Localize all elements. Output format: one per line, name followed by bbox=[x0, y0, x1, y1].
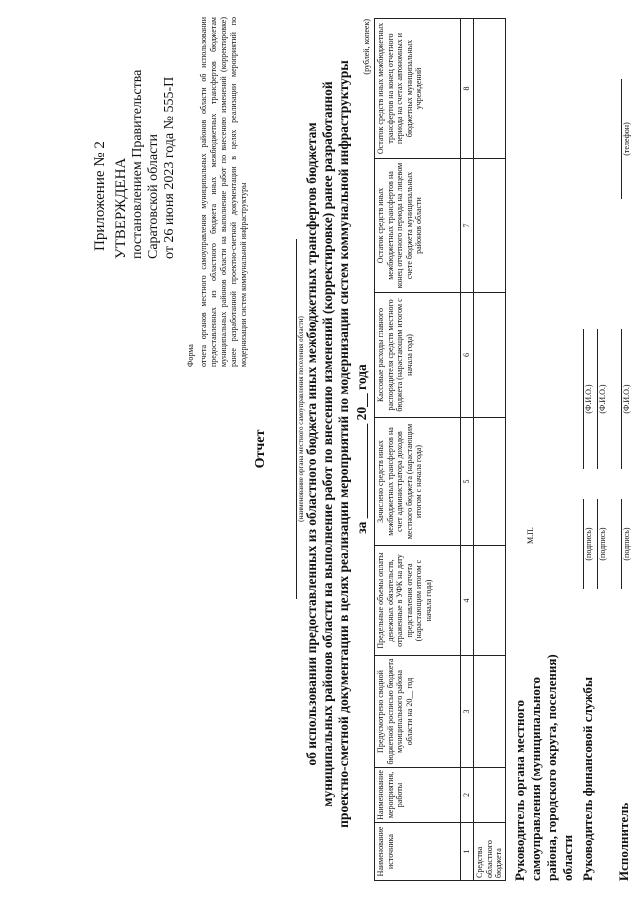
org-name-caption: (наименование органа местного самоуправления поселения области) bbox=[297, 316, 305, 522]
finance-name-caption: (Ф.И.О.) bbox=[598, 384, 607, 414]
header-cell: Наименование источника bbox=[375, 823, 461, 881]
header-cell: Наименование мероприятия, работы bbox=[375, 768, 461, 823]
column-number: 5 bbox=[461, 418, 474, 546]
table-number-row bbox=[461, 19, 474, 881]
appendix-label: Приложение № 2 bbox=[92, 141, 108, 251]
column-number: 4 bbox=[461, 546, 474, 656]
stamp-label: М.П. bbox=[526, 527, 535, 544]
table-cell bbox=[474, 293, 506, 418]
header-cell: Предельные объемы оплаты денежных обязательств, отраженные в УФК на дату представления отчета (нарастающим итогом с начала года) bbox=[375, 546, 461, 656]
subtitle-line-3: проектно-сметной документации в целях реализации мероприятий по модернизации систем коммунальной инфраструктуры bbox=[336, 60, 351, 828]
report-subtitle bbox=[304, 9, 352, 879]
header-cell: Остаток средств иных межбюджетных трансфертов на конец отчетного периода на счетах автономных и бюджетных муниципальных учреждений bbox=[375, 19, 461, 159]
header-cell: Кассовые расходы главного распорядителя средств местного бюджета (нарастающим итогом с начала года) bbox=[375, 293, 461, 418]
column-number: 3 bbox=[461, 656, 474, 768]
head-signature-caption: (подпись) bbox=[584, 527, 593, 561]
approved-label: УТВЕРЖДЕНА bbox=[113, 157, 129, 259]
approval-block bbox=[90, 19, 178, 259]
report-table bbox=[374, 18, 506, 881]
table-header-row bbox=[375, 19, 461, 881]
column-number: 1 bbox=[461, 823, 474, 881]
table-cell bbox=[474, 19, 506, 159]
approved-by: постановлением Правительства bbox=[130, 69, 145, 259]
org-name-line bbox=[282, 239, 297, 599]
table-cell bbox=[474, 418, 506, 546]
table-cell bbox=[474, 656, 506, 768]
finance-title: Руководитель финансовой службы bbox=[580, 676, 595, 881]
table-cell bbox=[474, 768, 506, 823]
executor-phone-caption: (телефон) bbox=[622, 122, 631, 156]
form-label: Форма bbox=[186, 344, 195, 367]
row-label: Средства областного бюджета bbox=[474, 823, 506, 881]
executor-title: Исполнитель bbox=[616, 802, 631, 881]
table-cell bbox=[474, 546, 506, 656]
head-title: Руководитель органа местного самоуправления (муниципального района, городского округа, поселения) области bbox=[512, 654, 575, 881]
table-row bbox=[474, 19, 506, 881]
header-cell: Предусмотрено сводной бюджетной росписью бюджета муниципального района области на 20__ год bbox=[375, 656, 461, 768]
units-caption: (рублей, копеек) bbox=[362, 19, 371, 75]
report-period: за ______________ 20__ года bbox=[354, 364, 369, 534]
executor-name-caption: (Ф.И.О.) bbox=[622, 384, 631, 414]
approved-date: от 26 июня 2023 года № 555-П bbox=[162, 76, 177, 259]
column-number: 6 bbox=[461, 293, 474, 418]
column-number: 8 bbox=[461, 19, 474, 159]
form-description: отчета органов местного самоуправления муниципальных районов области об использовании предоставленных из областного бюджета иных межбюджетных трансфертов бюджетам муниципальных районов области на выполнение работ по внесению изменений (корректировке) ранее разработанной проектно-сметной документации в целях реализации мероприятий по модернизации систем коммунальной инфраструктуры bbox=[199, 17, 248, 367]
approved-region: Саратовской области bbox=[146, 134, 161, 259]
table-cell bbox=[474, 159, 506, 293]
column-number: 2 bbox=[461, 768, 474, 823]
subtitle-line-1: об использовании предоставленных из областного бюджета иных межбюджетных трансфертов бюджетам bbox=[304, 122, 319, 766]
header-cell: Зачислено средств иных межбюджетных трансфертов на счет администратора доходов местного бюджета (нарастающим итогом с начала года) bbox=[375, 418, 461, 546]
executor-signature-caption: (подпись) bbox=[622, 527, 631, 561]
column-number: 7 bbox=[461, 159, 474, 293]
finance-signature-caption: (подпись) bbox=[598, 527, 607, 561]
head-name-caption: (Ф.И.О.) bbox=[584, 384, 593, 414]
subtitle-line-2: муниципальных районов области на выполнение работ по внесению изменений (корректировке) ранее разработанной bbox=[320, 81, 335, 807]
form-block bbox=[186, 17, 249, 367]
header-cell: Остаток средств иных межбюджетных трансфертов на конец отчетного периода на лицевом счете бюджета муниципальных районов области bbox=[375, 159, 461, 293]
report-title: Отчет bbox=[253, 429, 268, 469]
